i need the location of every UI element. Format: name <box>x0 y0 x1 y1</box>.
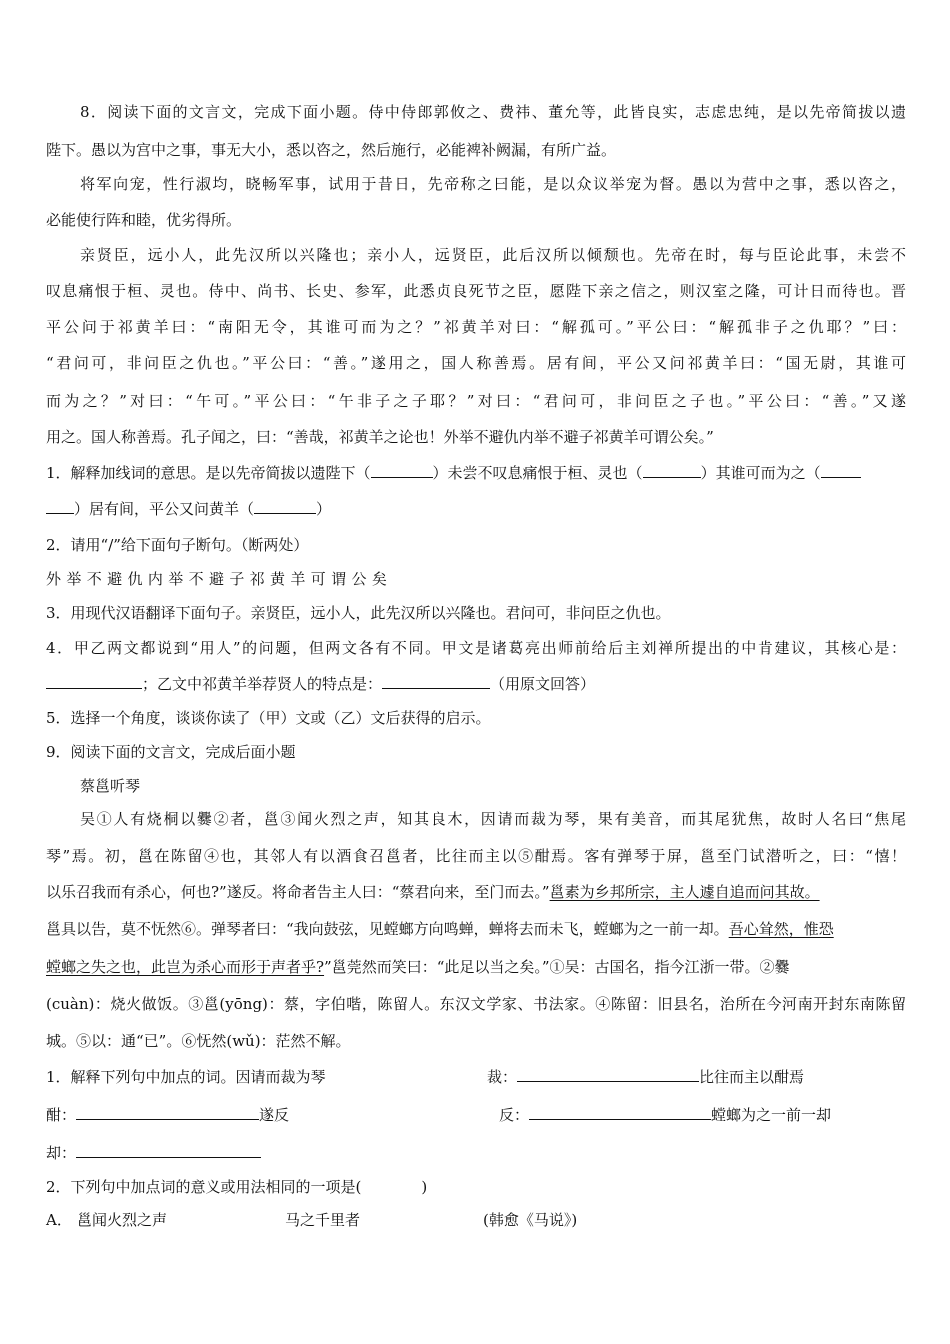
q9-sub1-fan <box>499 1104 831 1126</box>
q9-sub2: 2．下列句中加点词的意义或用法相同的一项是( ) <box>46 1178 428 1196</box>
q8-sub5: 5．选择一个角度，谈谈你读了（甲）文或（乙）文后获得的启示。 <box>46 709 491 727</box>
answer-blank[interactable] <box>517 1066 699 1082</box>
cai-label: 裁： <box>487 1068 518 1086</box>
answer-blank[interactable] <box>643 462 701 478</box>
q8-sub4: 4．甲乙两文都说到“用人”的问题，但两文各有不同。甲文是诸葛亮出师前给后主刘禅所提出的中肯建议，其核心是： <box>46 639 906 657</box>
q9-option-a-text-2: 马之千里者 <box>285 1211 361 1229</box>
cai-after: 比往而主以酣焉 <box>699 1068 805 1086</box>
q8-line-6: 叹息痛恨于桓、灵也。侍中、尚书、长史、参军，此悉贞良死节之臣，愿陛下亲之信之，则汉室之隆，可计日而待也。晋 <box>46 282 906 300</box>
q8-sub3: 3．用现代汉语翻译下面句子。亲贤臣，远小人，此先汉所以兴隆也。君问可，非问臣之仇也。 <box>46 604 671 622</box>
answer-blank[interactable] <box>76 1104 259 1120</box>
q8-line-4: 必能使行阵和睦，优劣得所。 <box>46 211 242 229</box>
q9-line-3 <box>46 881 820 903</box>
q8-sub4-cont <box>46 673 595 695</box>
q8-line-9: 而为之？”对曰：“午可。”平公曰：“午非子之子耶？”对曰：“君问可，非问臣之子也。”平公曰：“善。”又遂 <box>46 392 906 410</box>
q8-sub1-text-e: ） <box>316 500 332 518</box>
q8-sub2: 2．请用“/”给下面句子断句。（断两处） <box>46 536 309 554</box>
q9-line-1: 吴①人有烧桐以爨②者，邕③闻火烈之声，知其良木，因请而裁为琴，果有美音，而其尾犹焦，故时人名曰“焦尾 <box>80 810 906 828</box>
q9-line-7: 城。⑤以：通“已”。⑥怃然(wǔ)：茫然不解。 <box>46 1032 351 1050</box>
q8-line-10: 用之。国人称善焉。孔子闻之，曰：“善哉，祁黄羊之论也！外举不避仇内举不避子祁黄羊可谓公矣。” <box>46 428 714 446</box>
answer-blank[interactable] <box>382 673 490 689</box>
answer-blank[interactable] <box>371 462 433 478</box>
q9-sub1-que <box>46 1142 261 1164</box>
answer-blank[interactable] <box>46 498 74 514</box>
han-after: 遂反 <box>259 1106 290 1124</box>
q9-option-a-label: A． <box>46 1211 72 1229</box>
answer-blank[interactable] <box>76 1142 261 1158</box>
q8-sub4-text-b: ；乙文中祁黄羊举荐贤人的特点是： <box>142 675 383 693</box>
q8-sub1-text-d: ）居有间，平公又问黄羊（ <box>74 500 255 518</box>
q8-sub1 <box>46 462 861 484</box>
q8-line-8: “君问可，非问臣之仇也。”平公曰：“善。”遂用之，国人称善焉。居有间，平公又问祁黄羊曰：“国无尉，其谁可 <box>46 354 906 372</box>
q8-line-1: 8．阅读下面的文言文，完成下面小题。侍中侍郎郭攸之、费祎、董允等，此皆良实，志虑忠纯，是以先帝简拔以遗 <box>80 103 906 121</box>
q9-line-3-underlined: 邕素为乡邦所宗，主人遽自追而问其故。 <box>549 883 820 901</box>
q9-line-5-text: ”邕莞然而笑曰：“此足以当之矣。”①吴：古国名，指今江浙一带。②爨 <box>324 958 790 976</box>
fan-after: 螳螂为之一前一却 <box>711 1106 832 1124</box>
answer-blank[interactable] <box>254 498 316 514</box>
q9-sub1-cai <box>487 1066 804 1088</box>
q8-sub1-text-c: ）其谁可而为之（ <box>700 464 821 482</box>
q9-sub1: 1．解释下列句中加点的词。因请而裁为琴 <box>46 1068 326 1086</box>
q8-sub1-cont <box>46 498 331 520</box>
q9-sub1-han <box>46 1104 289 1126</box>
q8-sub1-text-b: ）未尝不叹息痛恨于桓、灵也（ <box>432 464 643 482</box>
q9-heading: 9．阅读下面的文言文，完成后面小题 <box>46 743 296 761</box>
q9-line-2: 琴”焉。初，邕在陈留④也，其邻人有以酒食召邕者，比往而主以⑤酣焉。客有弹琴于屏，邕至门试潜听之，曰：“憘！ <box>46 847 906 865</box>
q9-line-4-underlined: 吾心耸然，惟恐 <box>728 920 834 938</box>
answer-blank[interactable] <box>529 1104 711 1120</box>
q8-line-5: 亲贤臣，远小人，此先汉所以兴隆也；亲小人，远贤臣，此后汉所以倾颓也。先帝在时，每与臣论此事，未尝不 <box>80 246 906 264</box>
han-label: 酣： <box>46 1106 77 1124</box>
q9-line-3-text: 以乐召我而有杀心，何也?”遂反。将命者告主人曰：“蔡君向来，至门而去。” <box>46 883 550 901</box>
answer-blank[interactable] <box>46 673 142 689</box>
q8-line-7: 平公问于祁黄羊曰：“南阳无令，其谁可而为之？”祁黄羊对曰：“解孤可。”平公曰：“解孤非子之仇耶？”曰： <box>46 318 906 336</box>
q9-line-5 <box>46 956 790 978</box>
q9-line-4-text: 邕具以告，莫不怃然⑥。弹琴者曰：“我向鼓弦，见螳螂方向鸣蝉，蝉将去而未飞，螳螂为之一前一却。 <box>46 920 729 938</box>
q9-option-a-text-1: 邕闻火烈之声 <box>77 1211 168 1229</box>
que-label: 却： <box>46 1144 77 1162</box>
q8-sub1-text-a: 1．解释加线词的意思。是以先帝简拔以遗陛下（ <box>46 464 371 482</box>
q9-title: 蔡邕听琴 <box>80 777 141 795</box>
q9-option-a-source: (韩愈《马说》) <box>483 1211 578 1229</box>
q8-sub2-sentence: 外 举 不 避 仇 内 举 不 避 子 祁 黄 羊 可 谓 公 矣 <box>46 570 388 588</box>
answer-blank[interactable] <box>821 462 861 478</box>
q8-sub4-text-c: （用原文回答） <box>490 675 596 693</box>
q9-line-6: (cuàn)：烧火做饭。③邕(yōng)：蔡，字伯喈，陈留人。东汉文学家、书法家。④陈留：旧县名，治所在今河南开封东南陈留 <box>46 995 906 1013</box>
q9-line-4 <box>46 918 834 940</box>
fan-label: 反： <box>499 1106 530 1124</box>
q8-line-3: 将军向宠，性行淑均，晓畅军事，试用于昔日，先帝称之曰能，是以众议举宠为督。愚以为营中之事，悉以咨之， <box>80 175 906 193</box>
q8-line-2: 陛下。愚以为宫中之事，事无大小，悉以咨之，然后施行，必能裨补阙漏，有所广益。 <box>46 141 617 159</box>
q9-line-5-underlined: 螳螂之失之也，此岂为杀心而形于声者乎? <box>46 958 325 976</box>
